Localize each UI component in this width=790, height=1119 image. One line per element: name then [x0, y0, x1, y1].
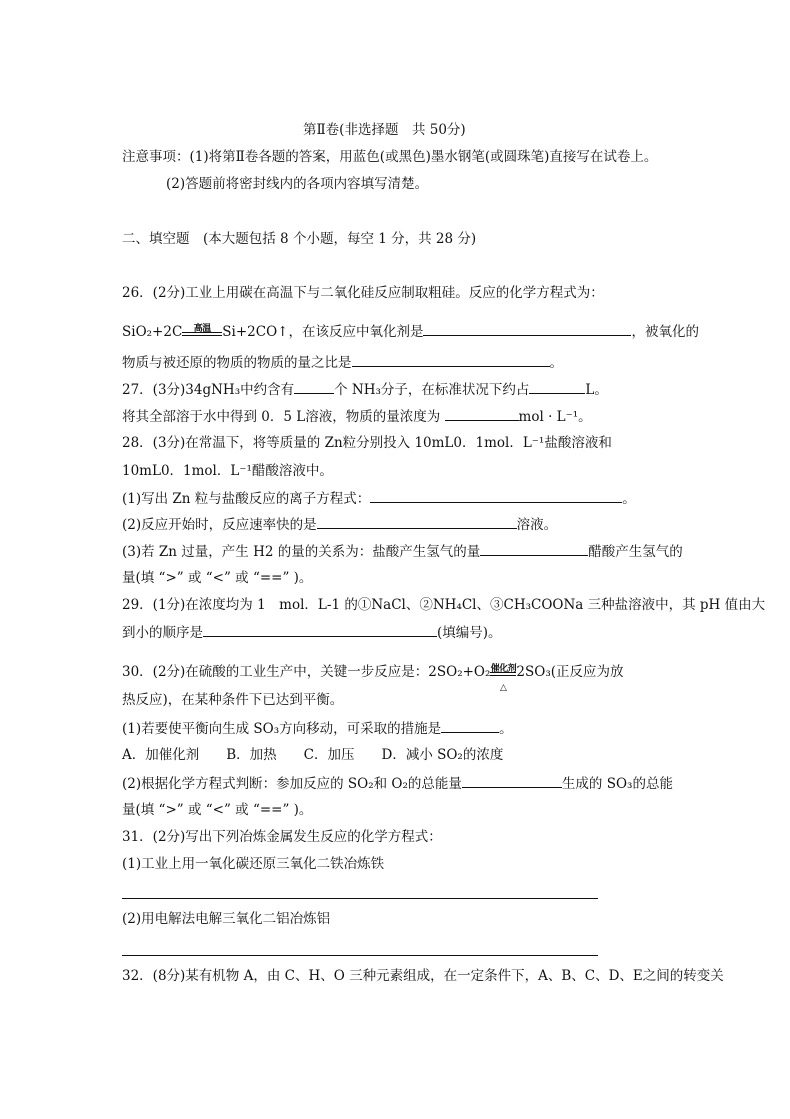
notice-text-1: (1)将第Ⅱ卷各题的答案，用蓝色(或黑色)墨水钢笔(或圆珠笔)直接写在试卷上。 — [189, 149, 658, 165]
q28-stem-2: 10mL0．1mol．L⁻¹醋酸溶液中。 — [122, 463, 333, 479]
q27-text-a: 27．(3分)34gNH₃中约含有 — [122, 382, 295, 398]
q28-faster-blank[interactable] — [317, 514, 517, 529]
q26-stem: 26．(2分)工业上用碳在高温下与二氧化硅反应制取粗硅。反应的化学方程式为： — [122, 285, 604, 301]
q28-ionic-equation-blank[interactable] — [370, 488, 622, 503]
q30-sub2-text-a: (2)根据化学方程式判断：参加反应的 SO₂和 O₂的总能量 — [122, 776, 462, 792]
q30-eq-heat: △ — [499, 683, 507, 693]
q28-sub2-end: 溶液。 — [516, 517, 558, 533]
q31-answer-line-2[interactable] — [122, 955, 598, 956]
q27-concentration-blank[interactable] — [445, 406, 519, 421]
q30-energy-blank[interactable] — [462, 773, 562, 788]
q27-text-b: 个 NH₃分子，在标准状况下约占 — [334, 382, 530, 398]
q31-answer-line-1[interactable] — [122, 898, 598, 899]
q26-line2-end: ，被氧化的 — [631, 324, 699, 340]
q32-stem: 32．(8分)某有机物 A，由 C、H、O 三种元素组成，在一定条件下，A、B、C、D、E之间的转变关 — [122, 968, 724, 984]
part2-heading: 二、填空题 (本大题包括 8 个小题，每空 1 分，共 28 分) — [122, 231, 477, 247]
notice-item-1 — [122, 147, 657, 167]
q27-molecules-blank[interactable] — [294, 379, 334, 394]
q26-ratio-end: 。 — [549, 355, 563, 371]
q30-eq-catalyst: 催化剂 — [490, 664, 517, 674]
q26-eq-condition: 高温 — [193, 324, 211, 334]
q28-sub-3 — [122, 541, 683, 562]
q30-measure-blank[interactable] — [441, 718, 499, 733]
notice-item-2: (2)答题前将密封线内的各项内容填写清楚。 — [166, 176, 429, 192]
q28-sub-1 — [122, 488, 636, 509]
q30-sub1-end: 。 — [499, 721, 513, 737]
q30-sub2-tail: 量(填 “>” 或 “<” 或 “==” )。 — [122, 802, 313, 818]
q30-stem-2: 热反应)，在某种条件下已达到平衡。 — [122, 692, 344, 708]
q29-prompt: 到小的顺序是 — [122, 625, 203, 641]
q30-sub1-text: (1)若要使平衡向生成 SO₃方向移动，可采取的措施是 — [122, 721, 442, 737]
q29-stem: 29．(1分)在浓度均为 1 mol．L-1 的①NaCl、②NH₄Cl、③CH₃COONa 三种盐溶液中，其 pH 值由大 — [122, 597, 766, 613]
q28-sub3-tail: 量(填 “>” 或 “<” 或 “==” )。 — [122, 570, 313, 586]
q30-sub-2 — [122, 773, 673, 794]
q26-ratio-blank[interactable] — [352, 352, 550, 367]
q28-sub3-text-a: (3)若 Zn 过量，产生 H2 的量的关系为：盐酸产生氢气的量 — [122, 544, 481, 560]
q26-ratio-line — [122, 352, 563, 373]
q28-sub3-text-b: 醋酸产生氢气的 — [588, 544, 683, 560]
q29-end: (填编号)。 — [437, 625, 502, 641]
q28-sub-2 — [122, 514, 557, 535]
q27-line-1 — [122, 379, 608, 400]
q26-ratio-prompt: 物质与被还原的物质的物质的量之比是 — [122, 355, 352, 371]
q31-sub-1: (1)工业上用一氧化碳还原三氧化二铁冶炼铁 — [122, 856, 385, 872]
q26-oxidant-prompt: ，在该反应中氧化剂是 — [288, 324, 424, 340]
q30-text-b: 2SO₃(正反应为放 — [516, 664, 624, 680]
q26-equation-line — [122, 321, 699, 342]
q27-line-2 — [122, 406, 592, 427]
q28-h2-compare-blank[interactable] — [480, 541, 588, 556]
q26-eq-right: Si+2CO↑ — [222, 324, 289, 340]
q27-volume-blank[interactable] — [529, 379, 585, 394]
q30-eq-arrow — [490, 664, 517, 693]
section-title: 第Ⅱ卷(非选择题 共 50分) — [303, 122, 466, 138]
notice-label: 注意事项： — [122, 149, 190, 165]
q31-sub-2: (2)用电解法电解三氧化二铝冶炼铝 — [122, 911, 331, 927]
q30-sub2-text-b: 生成的 SO₃的总能 — [561, 776, 673, 792]
q30-sub-1 — [122, 718, 513, 739]
q28-sub2-text: (2)反应开始时，反应速率快的是 — [122, 517, 317, 533]
q30-options: A．加催化剂 B．加热 C．加压 D．减小 SO₂的浓度 — [122, 747, 504, 763]
q30-text-a: 30．(2分)在硫酸的工业生产中，关键一步反应是：2SO₂+O₂ — [122, 664, 491, 680]
q31-stem: 31．(2分)写出下列冶炼金属发生反应的化学方程式： — [122, 829, 442, 845]
q26-eq-left: SiO₂+2C — [122, 324, 183, 340]
q27-text-c: L。 — [585, 382, 608, 398]
q29-order-blank[interactable] — [203, 622, 437, 637]
q27-text-d: 将其全部溶于水中得到 0．5 L溶液，物质的量浓度为 — [122, 409, 441, 425]
q30-stem-1 — [122, 662, 624, 693]
q27-text-e: mol · L⁻¹。 — [518, 409, 592, 425]
q28-sub1-end: 。 — [622, 491, 636, 507]
q26-oxidant-blank[interactable] — [423, 321, 631, 336]
q29-line-2 — [122, 622, 502, 643]
q28-sub1-text: (1)写出 Zn 粒与盐酸反应的离子方程式： — [122, 491, 371, 507]
q26-eq-arrow — [182, 324, 222, 336]
q28-stem-1: 28．(3分)在常温下，将等质量的 Zn粒分别投入 10mL0．1mol．L⁻¹盐酸溶液和 — [122, 435, 612, 451]
